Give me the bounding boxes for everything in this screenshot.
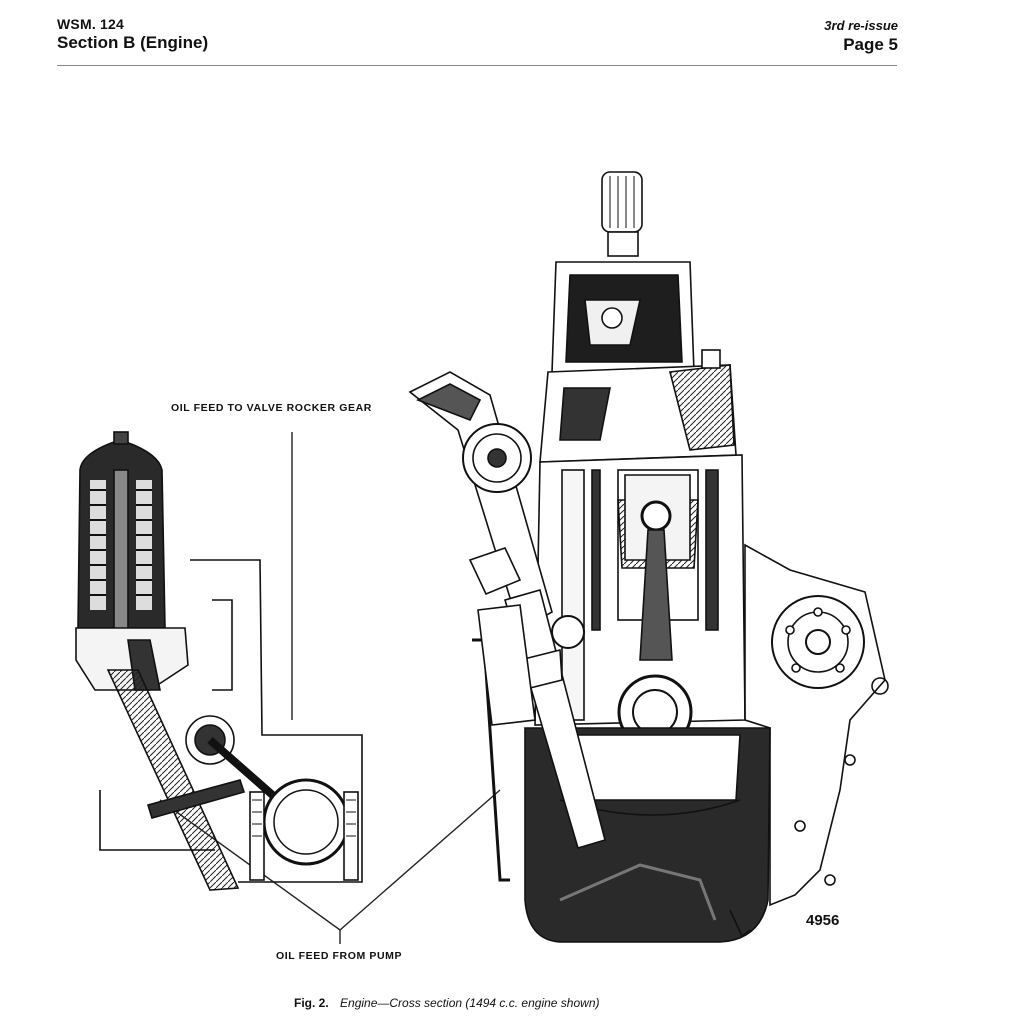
issue-label: 3rd re-issue bbox=[824, 18, 898, 33]
figure-caption bbox=[294, 996, 600, 1010]
engine-main-section bbox=[410, 172, 888, 942]
label-oil-feed-rocker: OIL FEED TO VALVE ROCKER GEAR bbox=[171, 402, 372, 414]
caption-number: Fig. 2. bbox=[294, 996, 329, 1010]
section-title: Section B (Engine) bbox=[57, 33, 209, 52]
manual-reference: WSM. 124 bbox=[57, 16, 124, 32]
plate-number: 4956 bbox=[806, 912, 840, 929]
page-number: Page 5 bbox=[843, 35, 898, 54]
oil-filter-detail bbox=[76, 432, 362, 890]
caption-text: Engine—Cross section (1494 c.c. engine shown) bbox=[340, 996, 600, 1010]
label-oil-feed-pump: OIL FEED FROM PUMP bbox=[276, 950, 403, 962]
